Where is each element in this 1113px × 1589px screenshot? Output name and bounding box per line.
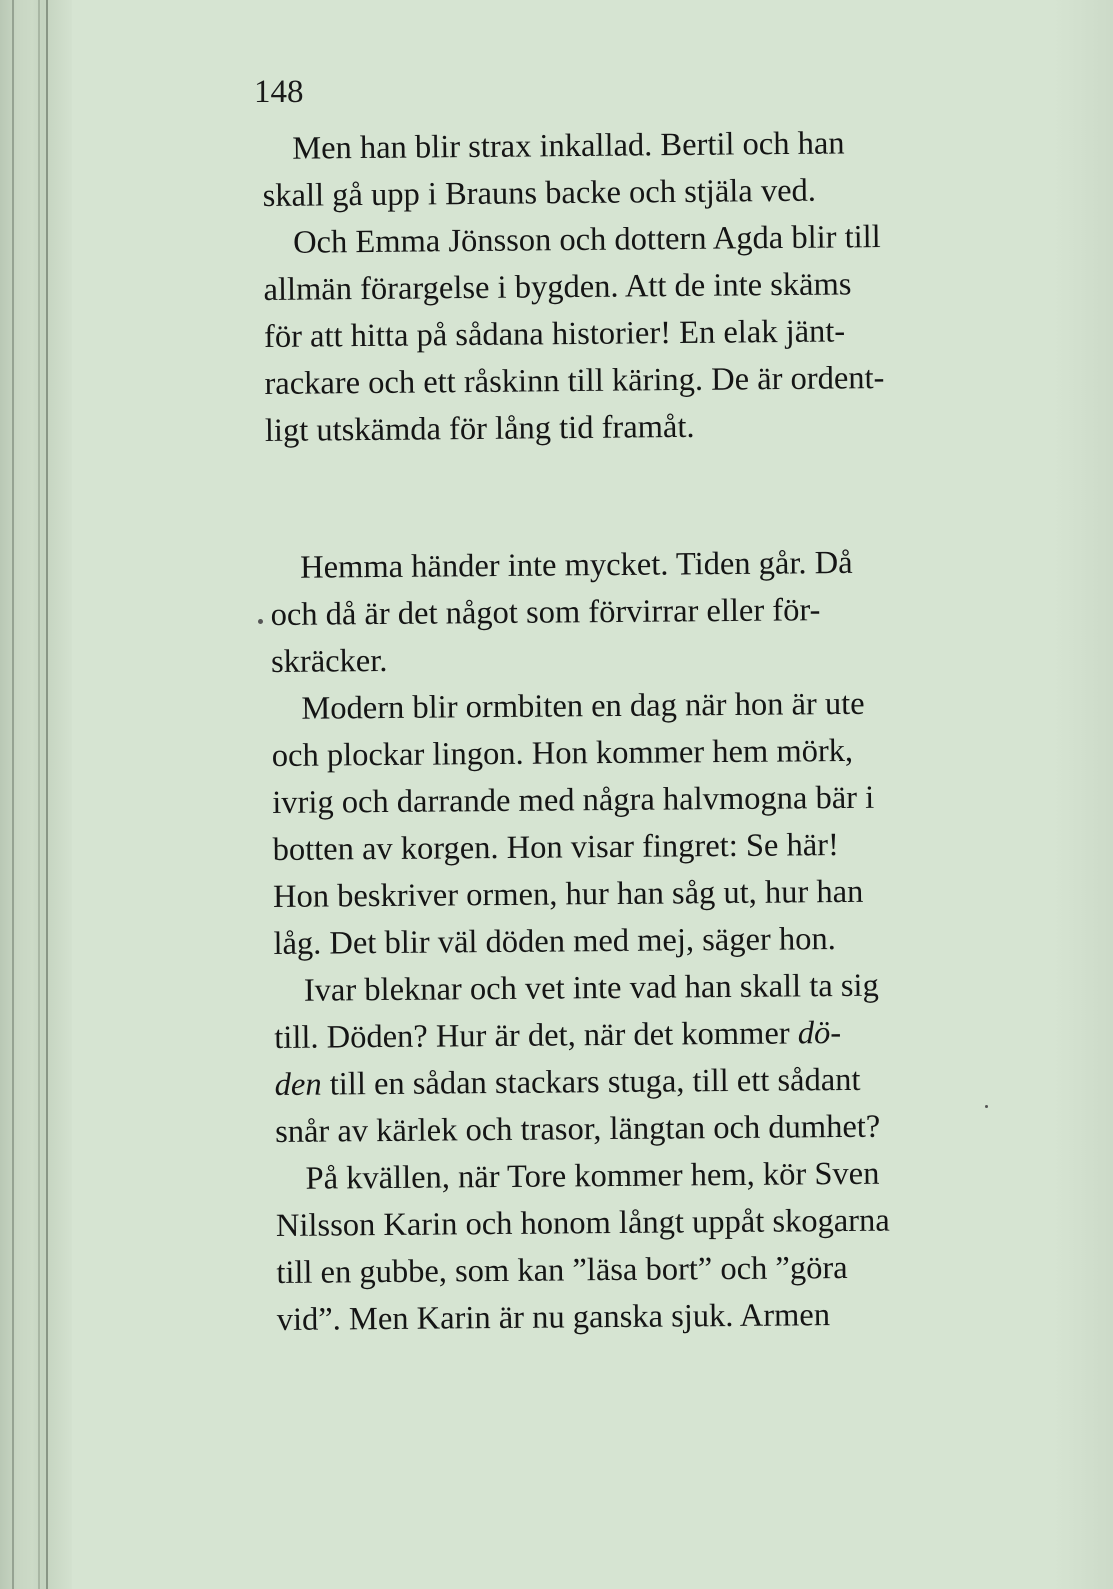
text-line: skräcker. <box>270 642 388 680</box>
page-number: 148 <box>254 74 304 110</box>
italic-word: den <box>274 1066 322 1103</box>
text-line: Modern blir ormbiten en dag när hon är ute <box>301 685 865 727</box>
text-line: Hemma händer inte mycket. Tiden går. Då <box>300 544 853 586</box>
text-line: skall gå upp i Brauns backe och stjäla ved. <box>262 172 817 214</box>
text-line: och då är det något som förvirrar eller för- <box>270 592 821 633</box>
text-line: ivrig och darrande med några halvmogna bär i <box>272 779 875 821</box>
ink-speck <box>258 619 263 624</box>
text-line: Nilsson Karin och honom långt uppåt skogarna <box>275 1202 890 1244</box>
book-binding <box>0 0 72 1589</box>
text-fragment: till. Döden? Hur är det, när det kommer <box>274 1015 790 1056</box>
text-line: och plockar lingon. Hon kommer hem mörk, <box>271 732 854 774</box>
text-line: låg. Det blir väl döden med mej, säger hon. <box>273 921 836 962</box>
binding-edge <box>38 0 40 1589</box>
text-line: för att hitta på sådana historier! En elak jänt- <box>263 313 846 355</box>
text-line: Ivar bleknar och vet inte vad han skall ta sig <box>303 967 879 1009</box>
text-line: Men han blir strax inkallad. Bertil och han <box>292 125 845 167</box>
binding-edge <box>46 0 48 1589</box>
text-line: Hon beskriver ormen, hur han såg ut, hur han <box>272 873 864 915</box>
text-line-with-italic <box>274 1009 986 1062</box>
text-line-with-italic <box>275 1056 987 1109</box>
italic-word: dö- <box>797 1015 842 1052</box>
text-line: till en gubbe, som kan ”läsa bort” och ”göra <box>276 1249 848 1291</box>
text-line: Och Emma Jönsson och dottern Agda blir till <box>292 219 881 261</box>
text-line: ligt utskämda för lång tid framåt. <box>264 408 695 449</box>
text-line: vid”. Men Karin är nu ganska sjuk. Armen <box>276 1297 831 1338</box>
paragraph-block-2 <box>270 539 989 1344</box>
text-line: På kvällen, när Tore kommer hem, kör Sven <box>305 1155 880 1197</box>
page-edge-shadow <box>1053 0 1113 1589</box>
paragraph-block-1 <box>262 119 975 455</box>
text-line: botten av korgen. Hon visar fingret: Se här! <box>272 827 840 868</box>
text-fragment: till en sådan stackars stuga, till ett sådant <box>321 1061 861 1103</box>
binding-edge <box>12 0 14 1589</box>
text-line: snår av kärlek och trasor, längtan och dumhet? <box>274 1108 881 1150</box>
text-line: rackare och ett råskinn till käring. De är ordent- <box>264 360 885 402</box>
text-line: allmän förargelse i bygden. Att de inte skäms <box>263 266 852 308</box>
